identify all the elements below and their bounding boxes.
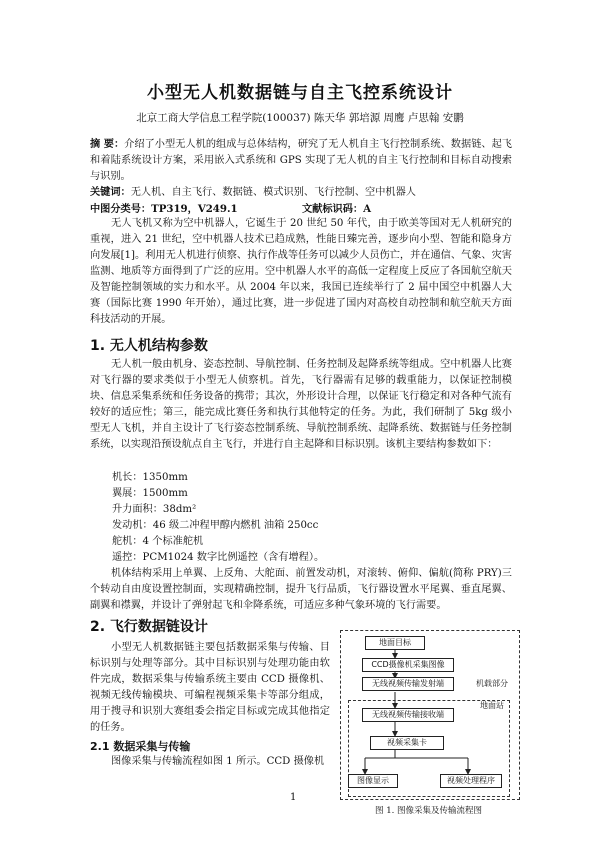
box-image-display: 图像显示 — [348, 774, 398, 788]
section-1-heading: 1. 无人机结构参数 — [90, 338, 208, 354]
box-ground-target: 地面目标 — [365, 636, 425, 650]
affiliation: 北京工商大学信息工程学院(100037) 陈天华 郭培源 周鹰 卢思翰 安鹏 — [136, 112, 464, 124]
classification — [90, 201, 512, 217]
section-2-1-paragraph: 图像采集与传输流程如图 1 所示。CCD 摄像机 — [111, 756, 325, 767]
document-code: 文献标识码：A — [302, 203, 372, 215]
abstract-label: 摘 要： — [90, 138, 125, 150]
spec-item: 发动机：46 级二冲程甲醇内燃机 油箱 250cc — [112, 520, 319, 531]
abstract-text: 介绍了小型无人机的组成与总体结构，研究了无人机自主飞行控制系统、数据链、起飞和着陆系统设计方案，采用嵌入式系统和 GPS 实现了无人机的自主飞行控制和目标自动搜索与识别。 — [90, 139, 512, 182]
page-number: 1 — [290, 792, 297, 803]
keywords-label: 关键词： — [90, 186, 131, 198]
paper-title: 小型无人机数据链与自主飞控系统设计 — [147, 83, 453, 103]
section-2-heading: 2. 飞行数据链设计 — [90, 619, 208, 635]
spec-item: 翼展：1500mm — [112, 488, 188, 499]
box-wireless-rx: 无线视频传输接收端 — [362, 708, 454, 722]
abstract — [90, 136, 512, 185]
box-capture-card: 视频采集卡 — [370, 736, 444, 750]
box-wireless-tx: 无线视频传输发射端 — [362, 677, 454, 691]
spec-item: 升力面积：38dm² — [112, 504, 197, 515]
keywords-text: 无人机、自主飞行、数据链、模式识别、飞行控制、空中机器人 — [130, 187, 416, 198]
section-2-1-heading: 2.1 数据采集与传输 — [90, 740, 191, 753]
spec-item: 舵机：4 个标准舵机 — [112, 536, 204, 547]
clc-number: 中图分类号：TP319，V249.1 — [90, 203, 238, 215]
label-airborne: 机载部分 — [476, 679, 508, 688]
intro-paragraph: 无人飞机又称为空中机器人，它诞生于 20 世纪 50 年代，由于欧美等国对无人机研究的重视，进入 21 世纪，空中机器人技术已趋成熟，性能日臻完善，逐步向小型、智能和隐身方向发展[1]。利用无人机进行侦察、执行作战等任务可以减少人员伤亡，并在通信、气象、灾害监测、地质等方面得到了广泛的应用。空中机器人水平的高低一定程度上反应了各国航空航天及智能控制领域的实力和水平。从 2004 年以来，我国已连续举行了 2 届中国空中机器人大赛（国际比赛 1990 年开始），通过比赛，进一步促进了国内对高校自动控制和航空航天方面科技活动的开展。 — [90, 218, 512, 325]
figure-caption: 图 1. 图像采集及传输流程图 — [375, 806, 483, 816]
box-video-processing: 视频处理程序 — [440, 774, 502, 788]
spec-item: 机长：1350mm — [112, 472, 188, 483]
section-2-paragraph: 小型无人机数据链主要包括数据采集与传输、目标识别与处理等部分。其中目标识别与处理功能由软件完成，数据采集与传输系统主要由 CCD 摄像机、视频无线传输模块、可编程视频采集卡等部分组成，用于搜寻和识别大赛组委会指定目标或完成其他指定的任务。 — [90, 642, 330, 733]
section-1-paragraph: 无人机一般由机身、姿态控制、导航控制、任务控制及起降系统等组成。空中机器人比赛对飞行器的要求类似于小型无人侦察机。首先，飞行器需有足够的载重能力，以保证控制模块、信息采集系统和任务设备的携带；其次，外形设计合理，以保证飞行稳定和对各种气流有较好的适应性；第三，能完成比赛任务和执行其他特定的任务。为此，我们研制了 5kg 级小型无人飞机，并自主设计了飞行姿态控制系统、导航控制系统、起降系统、数据链与任务控制系统，以实现沿预设航点自主飞行，并进行自主起降和目标识别。该机主要结构参数如下： — [90, 359, 512, 450]
spec-item: 遥控：PCM1024 数字比例遥控（含有增程）。 — [112, 552, 325, 563]
label-ground-station: 地面站 — [480, 701, 504, 710]
box-ccd-capture: CCD摄像机采集图像 — [362, 658, 454, 672]
section-1-paragraph-2: 机体结构采用上单翼、上反角、大舵面、前置发动机，对滚转、俯仰、偏航(简称 PRY)三个转动自由度设置控制面，实现精确控制，提升飞行品质，飞行器设置水平尾翼、垂直尾翼、副翼和襟翼，并设计了弹射起飞和伞降系统，可适应多种气象环境的飞行需要。 — [90, 568, 512, 611]
keywords — [90, 184, 512, 201]
